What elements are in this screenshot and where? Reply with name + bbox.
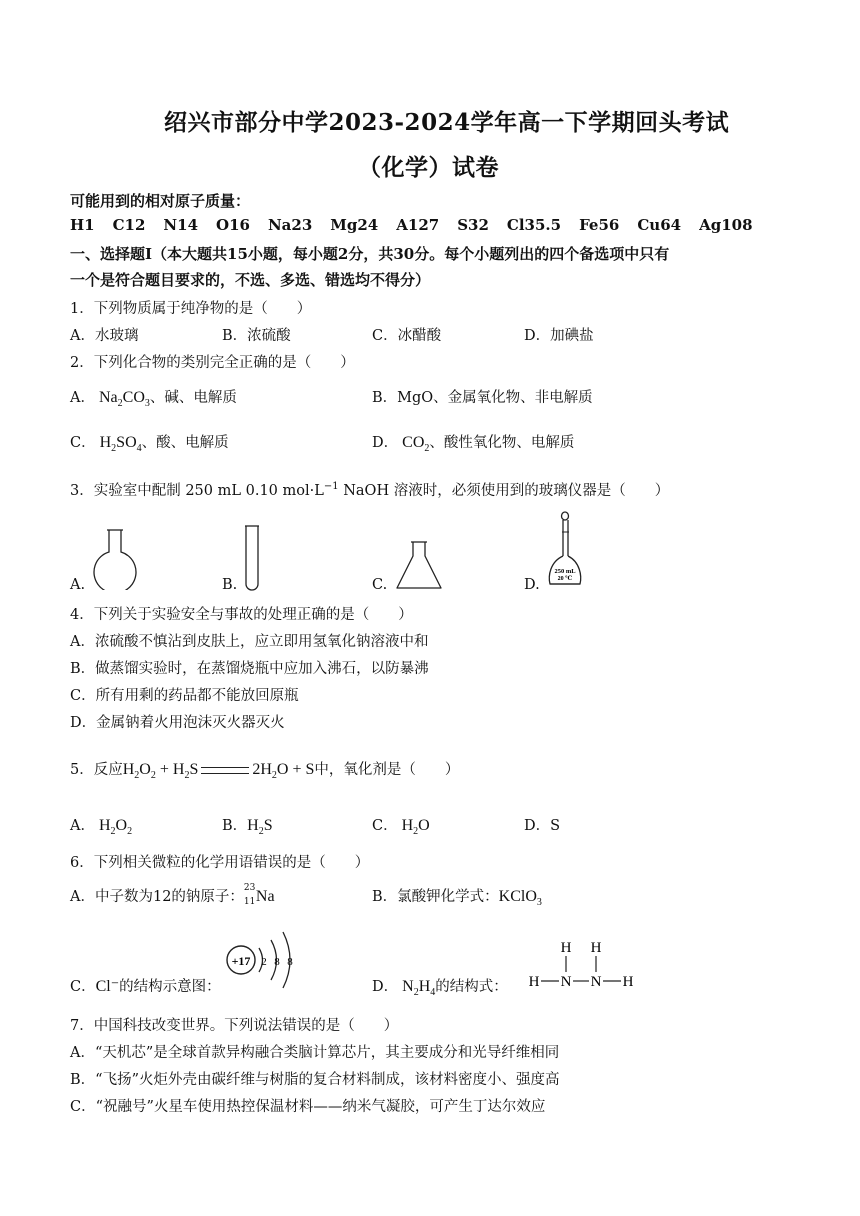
- svg-text:N: N: [590, 974, 602, 990]
- svg-text:+17: +17: [231, 954, 251, 968]
- q6-option-a: A．中子数为12的钠原子： 23 11 Na: [70, 883, 275, 907]
- mass-item: C12: [112, 216, 146, 234]
- q4-stem: 4．下列关于实验安全与事故的处理正确的是（ ）: [70, 607, 413, 623]
- q4-option-a: A．浓硫酸不慎沾到皮肤上，应立即用氢氧化钠溶液中和: [70, 634, 429, 650]
- q6-option-c: C．Cl⁻的结构示意图：: [70, 978, 221, 995]
- mass-item: S32: [457, 216, 489, 234]
- section-heading-line1: 一、选择题Ⅰ（本大题共15小题，每小题2分，共30分。每个小题列出的四个备选项中只有: [70, 245, 670, 263]
- section-heading-line2: 一个是符合题目要求的，不选、多选、错选均不得分）: [70, 271, 431, 289]
- masses-label: 可能用到的相对原子质量：: [70, 192, 251, 210]
- q3-stem: 3．实验室中配制 250 mL 0.10 $mol\cdot L^{-1}$ NaOH 溶液时，必须使用到的玻璃仪器是（ ）: [70, 481, 670, 499]
- round-bottom-flask-icon: [90, 528, 140, 590]
- q2-option-c: C． $H_2SO_4$、酸、电解质: [70, 434, 229, 455]
- q1-option-a: A．水玻璃: [70, 328, 139, 344]
- mass-item: O16: [216, 216, 250, 234]
- q5-option-a: A． $H_2O_2$: [70, 817, 133, 838]
- mass-item: Cl35.5: [506, 216, 562, 234]
- q5-option-c: C． $H_2O$: [372, 817, 430, 838]
- svg-text:2: 2: [261, 956, 267, 968]
- q5-option-b: B．$H_2S$: [222, 817, 273, 838]
- q6-option-b: B．氯酸钾化学式：KClO$_3$: [372, 888, 542, 908]
- flask-volume-mark: 250 mL: [554, 568, 576, 575]
- q1-option-b: B．浓硫酸: [222, 328, 291, 344]
- q7-stem: 7．中国科技改变世界。下列说法错误的是（ ）: [70, 1018, 399, 1034]
- svg-text:8: 8: [287, 956, 293, 968]
- q6-option-d: D． $N_2H_4$的结构式：: [372, 978, 508, 999]
- reaction-equals-sign: [201, 767, 249, 774]
- chloride-ion-structure-diagram: [224, 928, 296, 992]
- q3-label-b: B.: [222, 577, 238, 593]
- svg-text:H: H: [528, 974, 540, 990]
- q4-option-b: B．做蒸馏实验时，在蒸馏烧瓶中应加入沸石，以防暴沸: [70, 661, 429, 677]
- q2-stem: 2．下列化合物的类别完全正确的是（ ）: [70, 355, 355, 371]
- q6-stem: 6．下列相关微粒的化学用语错误的是（ ）: [70, 855, 370, 871]
- mass-item: Ag108: [699, 216, 753, 234]
- q3-label-c: C.: [372, 577, 388, 593]
- mass-item: N14: [163, 216, 199, 234]
- q2-option-a: A． $Na_2CO_3$、碱、电解质: [70, 389, 237, 410]
- q5-option-d: D．S: [524, 818, 561, 834]
- mass-item: Fe56: [579, 216, 620, 234]
- test-tube-icon: [242, 524, 262, 592]
- q1-option-c: C．冰醋酸: [372, 328, 442, 344]
- svg-text:H: H: [560, 940, 572, 956]
- mass-item: A127: [396, 216, 440, 234]
- q7-option-c: C．“祝融号”火星车使用热控保温材料——纳米气凝胶，可产生丁达尔效应: [70, 1099, 546, 1115]
- mass-item: Mg24: [330, 216, 379, 234]
- mass-item: Na23: [267, 216, 313, 234]
- q1-option-d: D．加碘盐: [524, 328, 594, 344]
- q3-label-a: A.: [70, 577, 86, 593]
- hydrazine-structural-formula: [524, 936, 640, 992]
- svg-text:H: H: [590, 940, 602, 956]
- volumetric-flask-icon: [546, 510, 586, 592]
- q2-option-b: B．MgO、金属氧化物、非电解质: [372, 390, 593, 406]
- q4-option-d: D．金属钠着火用泡沫灭火器灭火: [70, 715, 285, 731]
- svg-text:8: 8: [274, 956, 280, 968]
- q3-label-d: D.: [524, 577, 540, 593]
- q7-option-a: A．“天机芯”是全球首款异构融合类脑计算芯片，其主要成分和光导纤维相同: [70, 1045, 560, 1061]
- svg-text:N: N: [560, 974, 572, 990]
- page-subtitle: （化学）试卷: [358, 154, 499, 181]
- mass-item: H1: [70, 216, 95, 234]
- flask-temp-mark: 20 ℃: [557, 576, 573, 582]
- masses-list: [70, 216, 771, 234]
- q1-stem: 1．下列物质属于纯净物的是（ ）: [70, 301, 312, 317]
- mass-item: Cu64: [637, 216, 682, 234]
- svg-text:H: H: [622, 974, 634, 990]
- q2-option-d: D． $CO_2$、酸性氧化物、电解质: [372, 434, 575, 455]
- conical-flask-icon: [394, 540, 444, 592]
- q4-option-c: C．所有用剩的药品都不能放回原瓶: [70, 688, 299, 704]
- page-title: 绍兴市部分中学2023-2024学年高一下学期回头考试: [164, 109, 730, 136]
- q7-option-b: B．“飞扬”火炬外壳由碳纤维与树脂的复合材料制成，该材料密度小、强度高: [70, 1072, 560, 1088]
- q5-stem: 5．反应$H_2O_2 + H_2S$ $2H_2O + S$中，氧化剂是（ ）: [70, 761, 460, 782]
